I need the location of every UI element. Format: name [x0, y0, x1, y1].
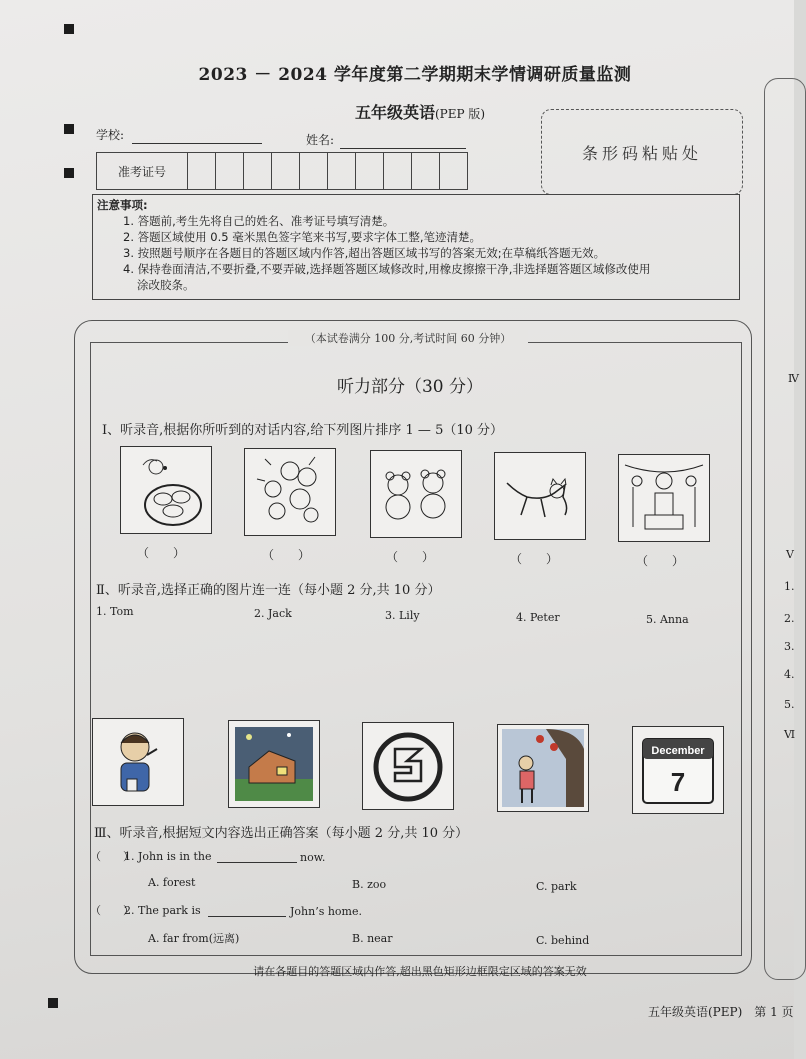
calendar-month: December — [651, 745, 705, 757]
answer-blank[interactable] — [217, 862, 297, 863]
order-blank[interactable]: （ ） — [262, 548, 311, 562]
answer-paren[interactable]: （ ） — [90, 850, 134, 863]
next-page-item-mark: 5. — [784, 698, 795, 711]
exam-id-cell[interactable] — [356, 153, 384, 189]
exam-id-cell[interactable] — [272, 153, 300, 189]
name-label: 姓名: — [306, 133, 335, 147]
question-stem: John’s home. — [290, 905, 362, 918]
option-b[interactable]: B. zoo — [352, 878, 387, 891]
house-picture[interactable] — [228, 720, 320, 808]
option-c[interactable]: C. park — [536, 880, 577, 893]
cat-picture — [494, 452, 586, 540]
edition-label: (PEP 版) — [434, 107, 486, 121]
order-blank[interactable]: （ ） — [636, 554, 685, 568]
mooncake-picture — [120, 446, 212, 534]
subject-label: 五年级英语 — [354, 103, 435, 122]
exam-id-cell[interactable] — [188, 153, 216, 189]
exam-title: 2023 － 2024 学年度第二学期期末学情调研质量监测 — [198, 65, 632, 85]
student-name[interactable]: 3. Lily — [385, 609, 420, 622]
notice-item: 涂改胶条。 — [137, 278, 195, 292]
next-page-item-mark: 3. — [784, 640, 795, 653]
option-b[interactable]: B. near — [352, 932, 393, 945]
option-c[interactable]: C. behind — [536, 934, 590, 947]
notice-item: 2. 答题区域使用 0.5 毫米黑色签字笔来书写,要求字体工整,笔迹清楚。 — [123, 230, 482, 244]
mooncake-icon — [121, 447, 211, 533]
student-name[interactable]: 2. Jack — [254, 607, 292, 620]
question-2-title: Ⅱ、听录音,选择正确的图片连一连（每小题 2 分,共 10 分） — [96, 583, 441, 598]
name-field[interactable] — [340, 148, 466, 149]
cat-icon — [495, 453, 585, 539]
notice-box — [92, 194, 740, 300]
page-number: 五年级英语(PEP) 第 1 页 — [648, 1005, 794, 1019]
student-name[interactable]: 4. Peter — [516, 611, 560, 624]
next-page-edge — [764, 78, 806, 980]
exam-id-label: 准考证号 — [97, 153, 188, 189]
option-a[interactable]: A. far from(远离) — [148, 932, 240, 945]
calendar-picture[interactable] — [632, 726, 724, 814]
exam-id-cell[interactable] — [440, 153, 467, 189]
number-five-icon — [363, 723, 453, 809]
exam-id-cell[interactable] — [244, 153, 272, 189]
option-a[interactable]: A. forest — [148, 876, 196, 889]
question-stem: now. — [300, 851, 326, 864]
bears-icon — [371, 451, 461, 537]
question-3-title: Ⅲ、听录音,根据短文内容选出正确答案（每小题 2 分,共 10 分） — [94, 826, 469, 841]
notice-heading: 注意事项: — [97, 198, 148, 212]
registration-mark — [64, 124, 74, 134]
registration-mark — [64, 24, 74, 34]
school-field[interactable] — [132, 143, 262, 144]
section-title: 听力部分（30 分） — [336, 377, 484, 397]
apple-tree-icon — [498, 725, 588, 811]
question-stem: 1. John is in the — [124, 850, 212, 863]
bears-picture — [370, 450, 462, 538]
exam-id-table — [96, 152, 468, 190]
next-page-section-mark: Ⅳ — [788, 372, 799, 385]
boy-icon — [93, 719, 183, 805]
school-label: 学校: — [96, 128, 125, 142]
barcode-area: 条形码粘贴处 — [541, 109, 743, 195]
party-icon — [619, 455, 709, 541]
calendar-day: 7 — [670, 767, 686, 797]
notice-item: 4. 保持卷面清洁,不要折叠,不要弄破,选择题答题区域修改时,用橡皮擦擦干净,非选择题答题区域修改使用 — [123, 262, 651, 276]
exam-id-cell[interactable] — [328, 153, 356, 189]
flowers-icon — [245, 449, 335, 535]
next-page-section-mark: Ⅵ — [784, 728, 796, 741]
exam-subtitle — [300, 100, 540, 123]
student-name[interactable]: 5. Anna — [646, 613, 689, 626]
order-blank[interactable]: （ ） — [510, 552, 559, 566]
next-page-item-mark: 2. — [784, 612, 795, 625]
exam-id-cell[interactable] — [216, 153, 244, 189]
order-blank[interactable]: （ ） — [386, 550, 435, 564]
calendar-icon — [633, 727, 723, 813]
exam-id-cell[interactable] — [300, 153, 328, 189]
notice-item: 1. 答题前,考生先将自己的姓名、准考证号填写清楚。 — [123, 214, 395, 228]
footer-note: 请在各题目的答题区域内作答,超出黑色矩形边框限定区域的答案无效 — [253, 965, 587, 978]
boy-brushing-teeth-picture[interactable] — [92, 718, 184, 806]
notice-item: 3. 按照题号顺序在各题目的答题区域内作答,超出答题区域书写的答案无效;在草稿纸答题无效。 — [123, 246, 606, 260]
exam-info: （本试卷满分 100 分,考试时间 60 分钟） — [288, 330, 528, 346]
exam-id-cell[interactable] — [412, 153, 440, 189]
question-1-title: Ⅰ、听录音,根据你所听到的对话内容,给下列图片排序 1 — 5（10 分） — [102, 423, 504, 438]
answer-paren[interactable]: （ ） — [90, 904, 134, 917]
flowers-picture — [244, 448, 336, 536]
next-page-item-mark: 4. — [784, 668, 795, 681]
picking-apples-picture[interactable] — [497, 724, 589, 812]
exam-id-cell[interactable] — [384, 153, 412, 189]
next-page-item-mark: 1. — [784, 580, 795, 593]
house-icon — [229, 721, 319, 807]
registration-mark — [64, 168, 74, 178]
student-name[interactable]: 1. Tom — [96, 605, 134, 618]
party-picture — [618, 454, 710, 542]
answer-blank[interactable] — [208, 916, 286, 917]
order-blank[interactable]: （ ） — [137, 546, 186, 560]
question-stem: 2. The park is — [124, 904, 201, 917]
number-five-sign-picture[interactable] — [362, 722, 454, 810]
registration-mark — [48, 998, 58, 1008]
next-page-section-mark: V — [786, 548, 794, 561]
